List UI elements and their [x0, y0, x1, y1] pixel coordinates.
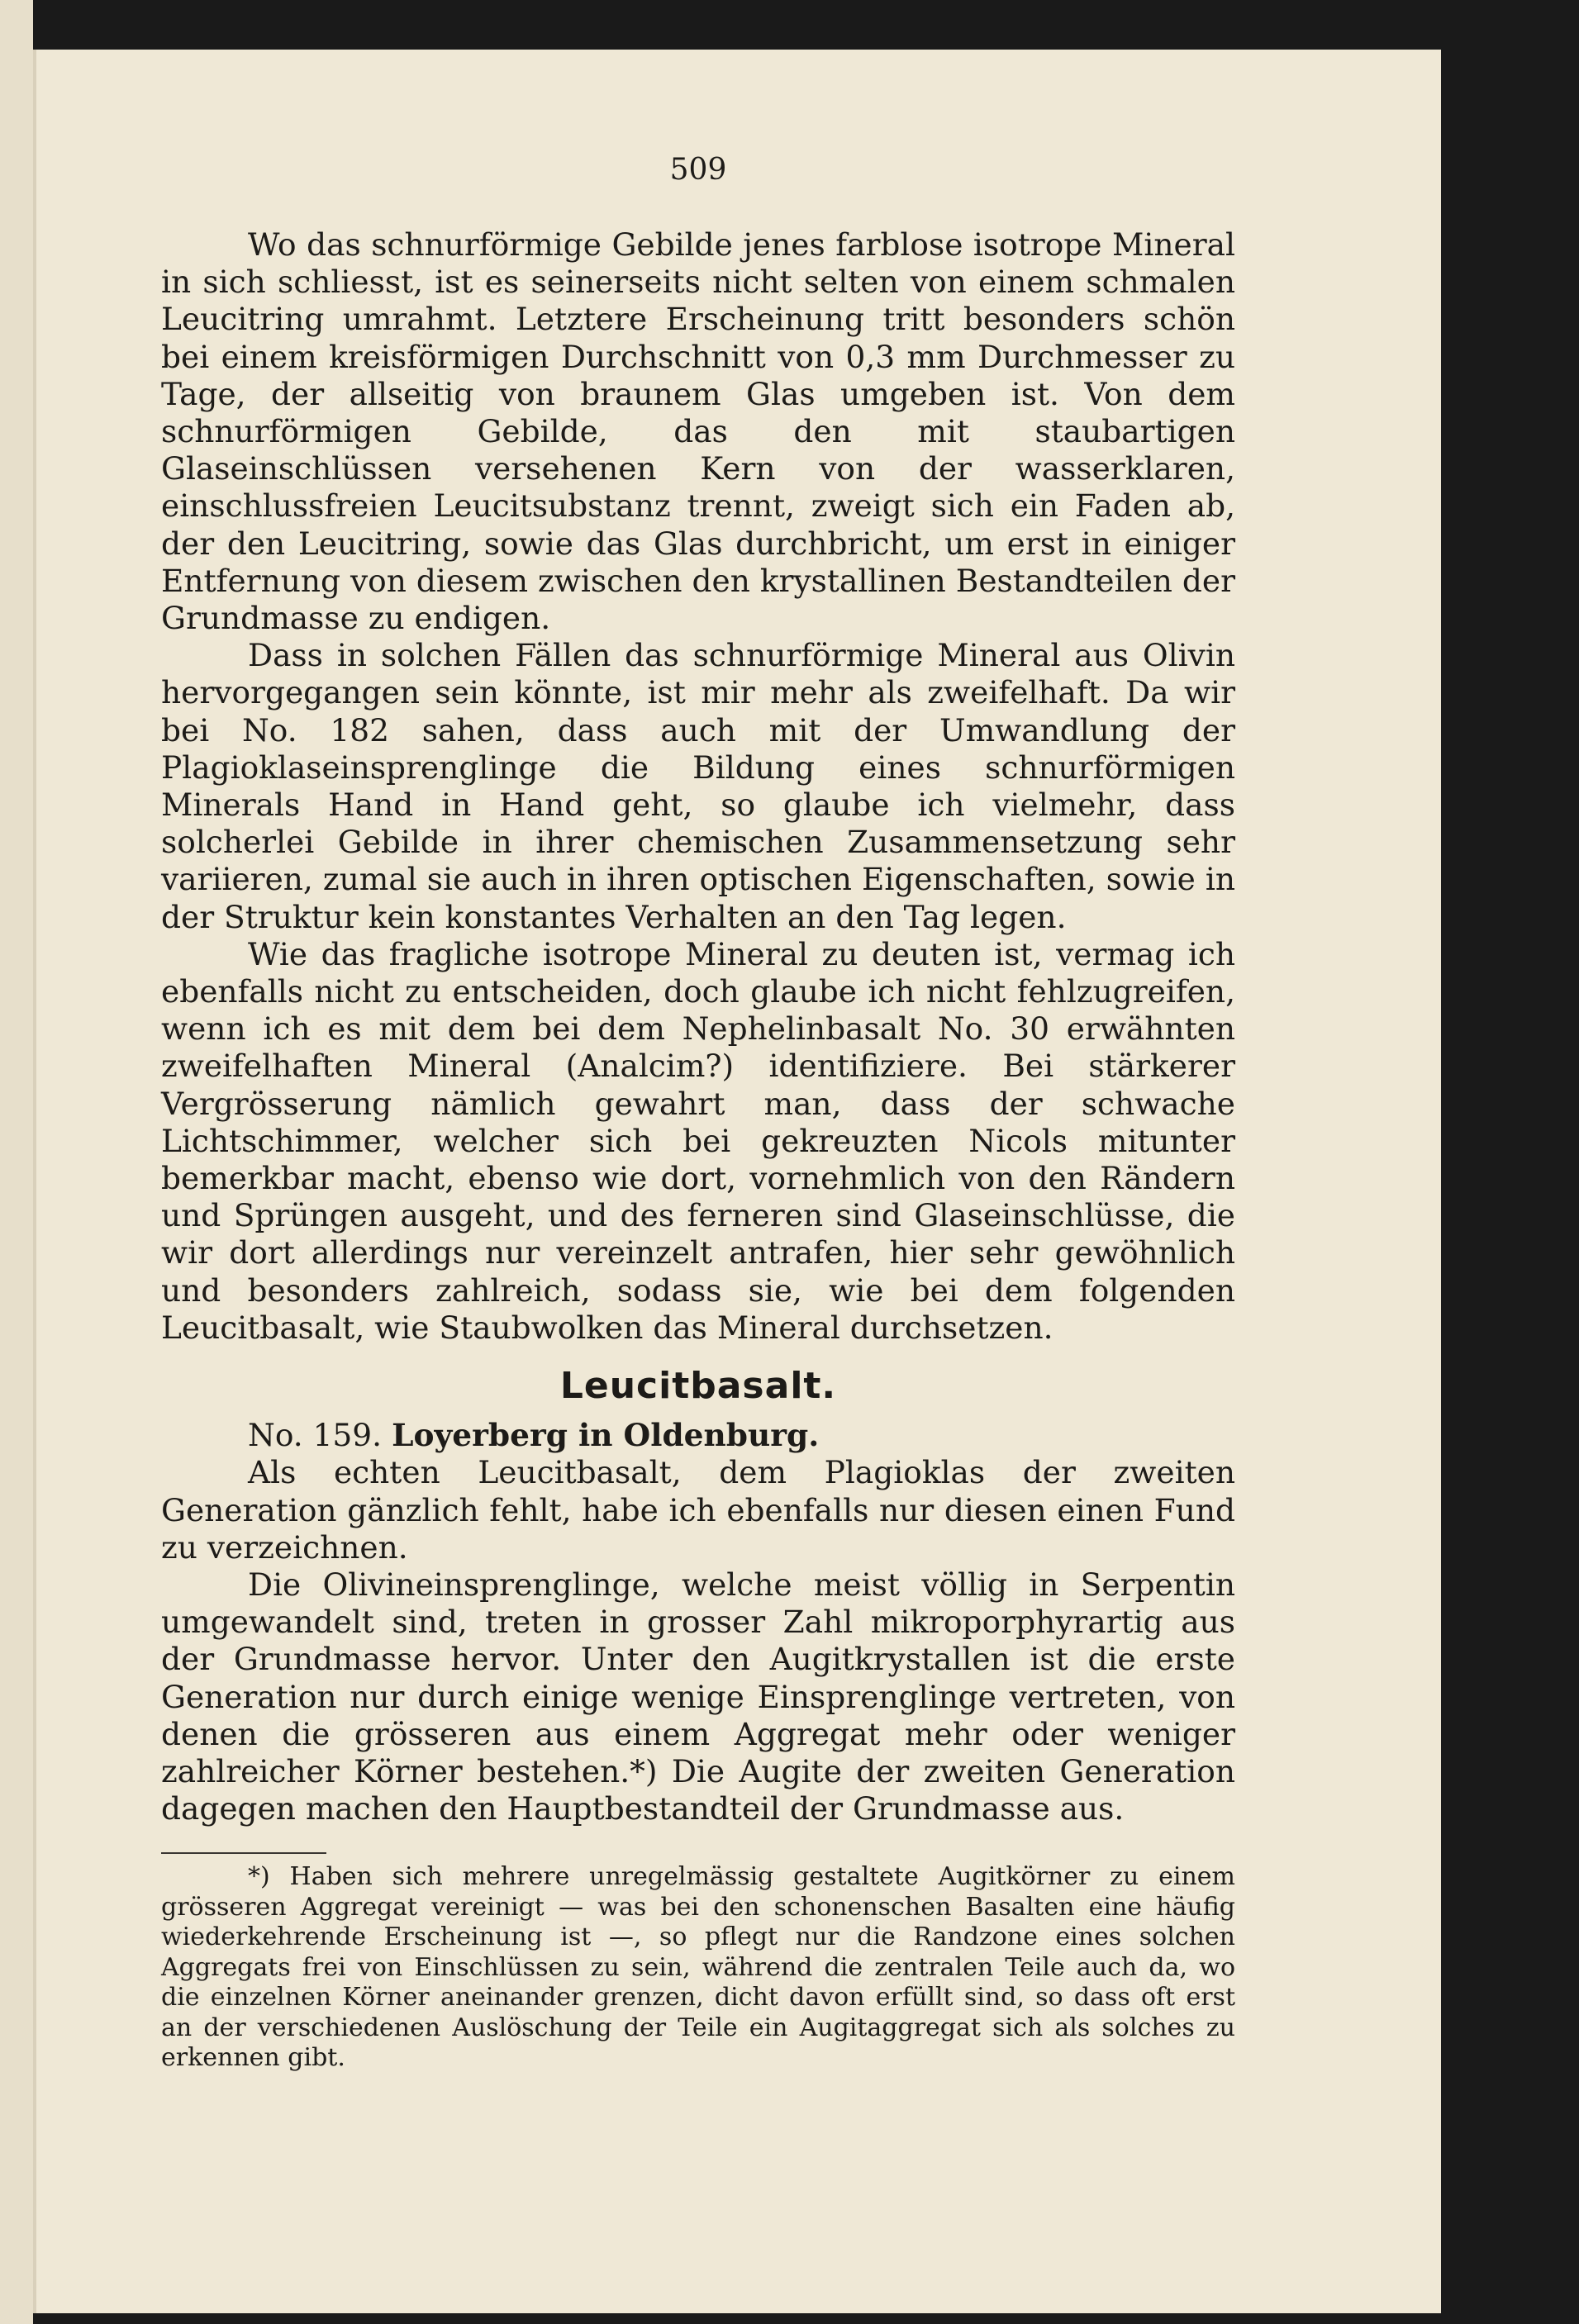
section-heading: Leucitbasalt. — [559, 1365, 837, 1408]
paragraph-1: Wo das schnurförmige Gebilde jenes farblose isotrope Mineral in sich schliesst, ist es seinerseits nicht selten von einem schmalen Leucitring umrahmt. Letztere Erscheinung tritt besonders schön bei einem kreisförmigen Durchschnitt von 0,3 mm Durchmesser zu Tage, der allseitig von braunem Glas umgeben ist. Von dem schnurförmigen Gebilde, das den mit staubartigen Glaseinschlüssen versehenen Kern von der wasserklaren, einschlussfreien Leucitsubstanz trennt, zweigt sich ein Faden ab, der den Leucitring, sowie das Glas durchbricht, um erst in einiger Entfernung von diesem zwischen den krystallinen Bestandteilen der Grundmasse zu endigen. — [161, 226, 1235, 637]
page-text — [161, 153, 1235, 2074]
page-number: 509 — [669, 153, 727, 187]
paragraph-3: Wie das fragliche isotrope Mineral zu deuten ist, vermag ich ebenfalls nicht zu entscheiden, doch glaube ich nicht fehlzugreifen, wenn ich es mit dem bei dem Nephelinbasalt No. 30 erwähnten zweifelhaften Mineral (Analcim?) identifiziere. Bei stärkerer Vergrösserung nämlich gewahrt man, dass der schwache Lichtschimmer, welcher sich bei gekreuzten Nicols mitunter bemerkbar macht, ebenso wie dort, vornehmlich von den Rändern und Sprüngen ausgeht, und des ferneren sind Glaseinschlüsse, die wir dort allerdings nur vereinzelt antrafen, hier sehr gewöhnlich und besonders zahlreich, sodass sie, wie bei dem folgenden Leucitbasalt, wie Staubwolken das Mineral durchsetzen. — [161, 935, 1235, 1346]
entry-number: No. 159. — [248, 1417, 383, 1454]
book-gutter — [0, 0, 33, 2324]
footnote: *) Haben sich mehrere unregelmässig gestaltete Augitkörner zu einem grösseren Aggregat vereinigt — was bei den schonenschen Basalten eine häufig wiederkehrende Erscheinung ist —, so pflegt nur die Randzone eines solchen Aggregats frei von Einschlüssen zu sein, während die zentralen Teile auch da, wo die einzelnen Körner aneinander grenzen, dicht davon erfüllt sind, so dass oft erst an der verschiedenen Auslöschung der Teile ein Augitaggregat sich als solches zu erkennen gibt. — [161, 1862, 1235, 2073]
paragraph-5: Die Olivineinsprenglinge, welche meist völlig in Serpentin umgewandelt sind, treten in grosser Zahl mikroporphyrartig aus der Grundmasse hervor. Unter den Augitkrystallen ist die erste Generation nur durch einige wenige Einsprenglinge vertreten, von denen die grösseren aus einem Aggregat mehr oder weniger zahlreicher Körner bestehen.*) Die Augite der zweiten Generation dagegen machen den Hauptbestandteil der Grundmasse aus. — [161, 1566, 1235, 1827]
paragraph-2: Dass in solchen Fällen das schnurförmige Mineral aus Olivin hervorgegangen sein könnte, ist mir mehr als zweifelhaft. Da wir bei No. 182 sahen, dass auch mit der Umwandlung der Plagioklaseinsprenglinge die Bildung eines schnurförmigen Minerals Hand in Hand geht, so glaube ich vielmehr, dass solcherlei Gebilde in ihrer chemischen Zusammensetzung sehr variieren, zumal sie auch in ihren optischen Eigenschaften, sowie in der Struktur kein konstantes Verhalten an den Tag legen. — [161, 637, 1235, 935]
entry-line — [161, 1417, 1235, 1454]
footnote-rule — [161, 1852, 326, 1854]
entry-location: Loyerberg in Oldenburg. — [392, 1417, 820, 1454]
paragraph-4: Als echten Leucitbasalt, dem Plagioklas der zweiten Generation gänzlich fehlt, habe ich ebenfalls nur diesen einen Fund zu verzeichnen. — [161, 1454, 1235, 1566]
